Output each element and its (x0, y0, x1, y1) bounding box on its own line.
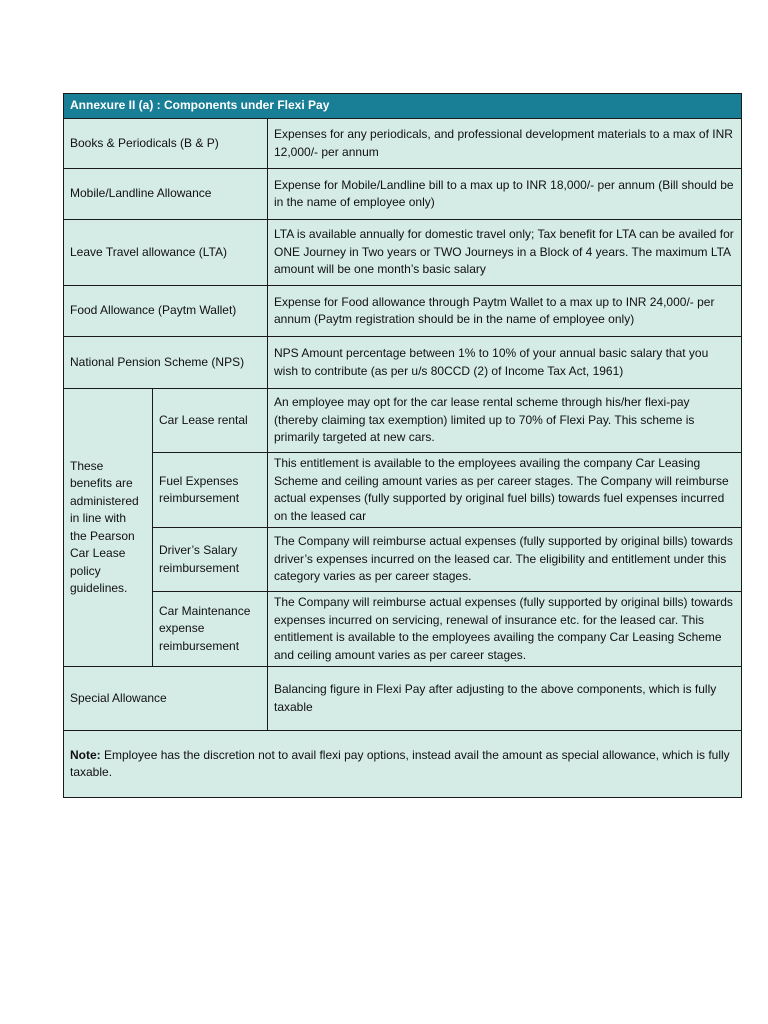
table-row (64, 119, 742, 169)
component-label: Food Allowance (Paytm Wallet) (64, 286, 268, 337)
component-description: Expense for Food allowance through Paytm Wallet to a max up to INR 24,000/- per annum (Paytm registration should be in the name of employee only) (268, 286, 742, 337)
table-row (64, 453, 742, 528)
component-label: Books & Periodicals (B & P) (64, 119, 268, 169)
table-row (64, 528, 742, 592)
note (64, 731, 742, 798)
note-label: Note: (70, 747, 101, 762)
table-row (64, 389, 742, 453)
table-header-row (64, 94, 742, 119)
component-description: The Company will reimburse actual expenses (fully supported by original bills) towards driver’s expenses incurred on the leased car. The eligibility and entitlement under this category varies as per career stages. (268, 528, 742, 592)
component-label: Mobile/Landline Allowance (64, 169, 268, 220)
note-text: Employee has the discretion not to avail flexi pay options, instead avail the amount as special allowance, which is fully taxable. (70, 747, 730, 779)
component-description: The Company will reimburse actual expenses (fully supported by original bills) towards expenses incurred on servicing, renewal of insurance etc. for the leased car. This entitlement is available to the employees availing the company Car Leasing Scheme and ceiling amount varies as per career stages. (268, 592, 742, 667)
component-label: National Pension Scheme (NPS) (64, 337, 268, 389)
component-label: Car Lease rental (153, 389, 268, 453)
component-description: An employee may opt for the car lease rental scheme through his/her flexi-pay (thereby claiming tax exemption) limited up to 70% of Flexi Pay. This scheme is primarily targeted at new cars. (268, 389, 742, 453)
component-label: Fuel Expenses reimbursement (153, 453, 268, 528)
flexi-pay-table (63, 93, 742, 798)
component-label: Car Maintenance expense reimbursement (153, 592, 268, 667)
component-description: NPS Amount percentage between 1% to 10% of your annual basic salary that you wish to contribute (as per u/s 80CCD (2) of Income Tax Act, 1961) (268, 337, 742, 389)
component-description: Expense for Mobile/Landline bill to a max up to INR 18,000/- per annum (Bill should be in the name of employee only) (268, 169, 742, 220)
table-row (64, 169, 742, 220)
component-label: Leave Travel allowance (LTA) (64, 220, 268, 286)
component-description: This entitlement is available to the employees availing the company Car Leasing Scheme and ceiling amount varies as per career stages. The Company will reimburse actual expenses (fully supported by original fuel bills) towards fuel expenses incurred on the leased car (268, 453, 742, 528)
table-row (64, 667, 742, 731)
table-row (64, 220, 742, 286)
component-label: Driver’s Salary reimbursement (153, 528, 268, 592)
component-description: Expenses for any periodicals, and professional development materials to a max of INR 12,000/- per annum (268, 119, 742, 169)
car-lease-group-label: These benefits are administered in line with the Pearson Car Lease policy guidelines. (64, 389, 153, 667)
component-description: Balancing figure in Flexi Pay after adjusting to the above components, which is fully taxable (268, 667, 742, 731)
table-row (64, 337, 742, 389)
table-row (64, 286, 742, 337)
note-row (64, 731, 742, 798)
table-title: Annexure II (a) : Components under Flexi Pay (64, 94, 742, 119)
component-label: Special Allowance (64, 667, 268, 731)
table-row (64, 592, 742, 667)
component-description: LTA is available annually for domestic travel only; Tax benefit for LTA can be availed for ONE Journey in Two years or TWO Journeys in a Block of 4 years. The maximum LTA amount will be one month’s basic salary (268, 220, 742, 286)
